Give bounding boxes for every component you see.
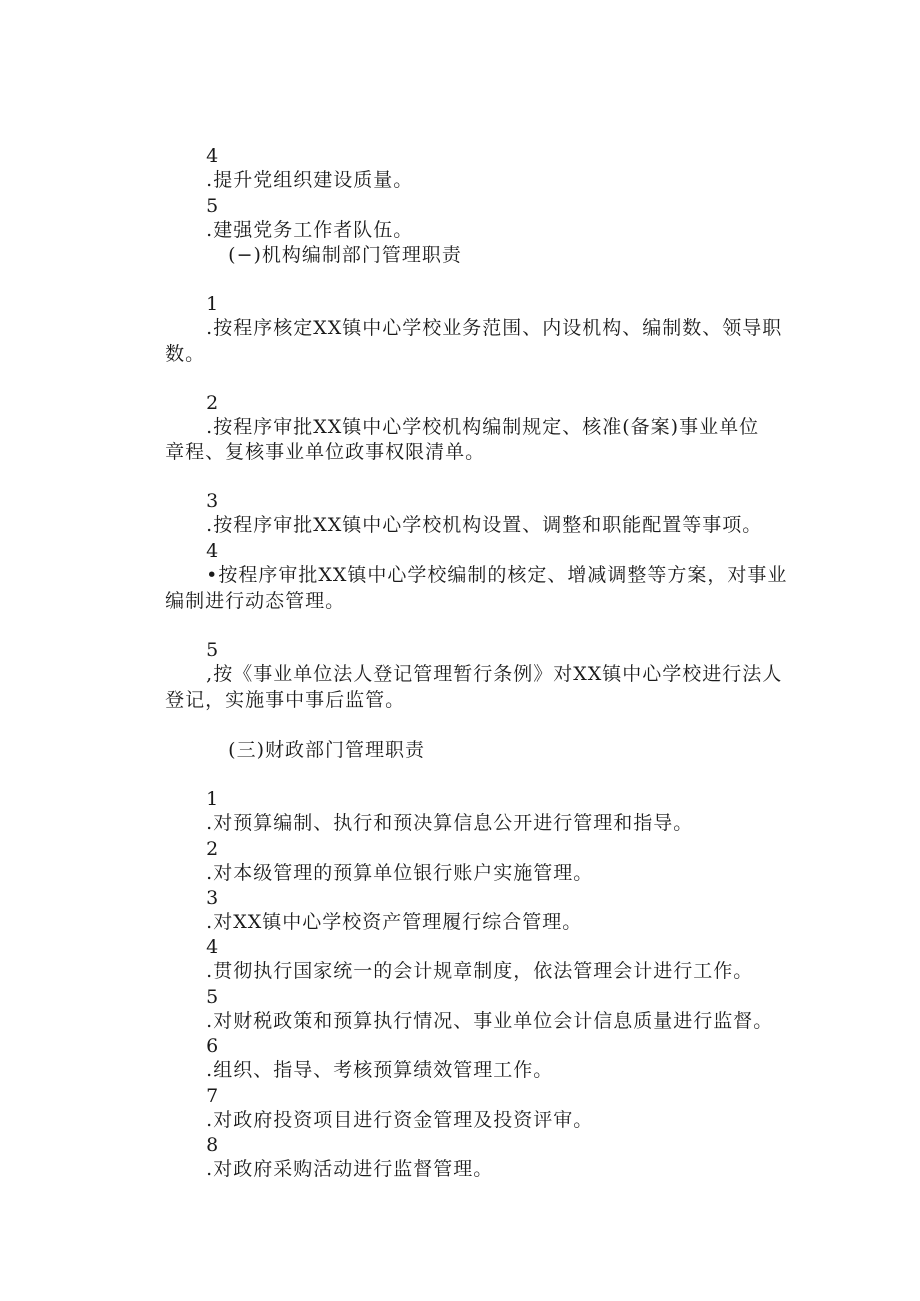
item-number: 8 bbox=[206, 1134, 220, 1156]
item-text: .对政府投资项目进行资金管理及投资评审。 bbox=[206, 1109, 594, 1131]
list-item bbox=[178, 268, 782, 364]
item-text: 数。 bbox=[165, 343, 206, 365]
item-number: 5 bbox=[206, 639, 220, 661]
item-number: 4 bbox=[206, 936, 220, 958]
item-number: 4 bbox=[206, 145, 220, 167]
item-number: 5 bbox=[206, 986, 220, 1008]
item-text: .对财税政策和预算执行情况、事业单位会计信息质量进行监督。 bbox=[206, 1010, 774, 1032]
item-text: .建强党务工作者队伍。 bbox=[206, 219, 414, 241]
list-item bbox=[178, 1109, 493, 1205]
item-number: 5 bbox=[206, 195, 220, 217]
item-number: 3 bbox=[206, 887, 220, 909]
section-heading-text: (−)机构编制部门管理职责 bbox=[228, 244, 462, 266]
item-text: 登记，实施事中事后监管。 bbox=[165, 689, 406, 711]
item-text: .按程序审批XX镇中心学校机构编制规定、核准(备案)事业单位 bbox=[206, 416, 760, 438]
item-number: 3 bbox=[206, 490, 220, 512]
item-text: •按程序审批XX镇中心学校编制的核定、增减调整等方案，对事业 bbox=[206, 564, 788, 586]
item-text: 章程、复核事业单位政事权限清单。 bbox=[165, 441, 486, 463]
item-text: .对政府采购活动进行监督管理。 bbox=[206, 1158, 494, 1180]
item-number: 7 bbox=[206, 1085, 220, 1107]
item-number: 1 bbox=[206, 293, 220, 315]
item-text: ,按《事业单位法人登记管理暂行条例》对XX镇中心学校进行法人 bbox=[206, 663, 783, 685]
item-text: .对XX镇中心学校资产管理履行综合管理。 bbox=[206, 911, 583, 933]
item-text: .贯彻执行国家统一的会计规章制度，依法管理会计进行工作。 bbox=[206, 960, 754, 982]
item-number: 2 bbox=[206, 838, 220, 860]
item-text: .组织、指导、考核预算绩效管理工作。 bbox=[206, 1059, 554, 1081]
item-text: .提升党组织建设质量。 bbox=[206, 169, 414, 191]
item-text: .对预算编制、执行和预决算信息公开进行管理和指导。 bbox=[206, 812, 694, 834]
item-number: 6 bbox=[206, 1035, 220, 1057]
item-number: 4 bbox=[206, 540, 220, 562]
section-heading-text: (三)财政部门管理职责 bbox=[228, 739, 425, 761]
item-number: 1 bbox=[206, 788, 220, 810]
item-text: 编制进行动态管理。 bbox=[165, 590, 346, 612]
item-text: .按程序核定XX镇中心学校业务范围、内设机构、编制数、领导职 bbox=[206, 317, 783, 339]
item-text: .对本级管理的预算单位银行账户实施管理。 bbox=[206, 862, 594, 884]
item-number: 2 bbox=[206, 392, 220, 414]
item-text: .按程序审批XX镇中心学校机构设置、调整和职能配置等事项。 bbox=[206, 514, 763, 536]
